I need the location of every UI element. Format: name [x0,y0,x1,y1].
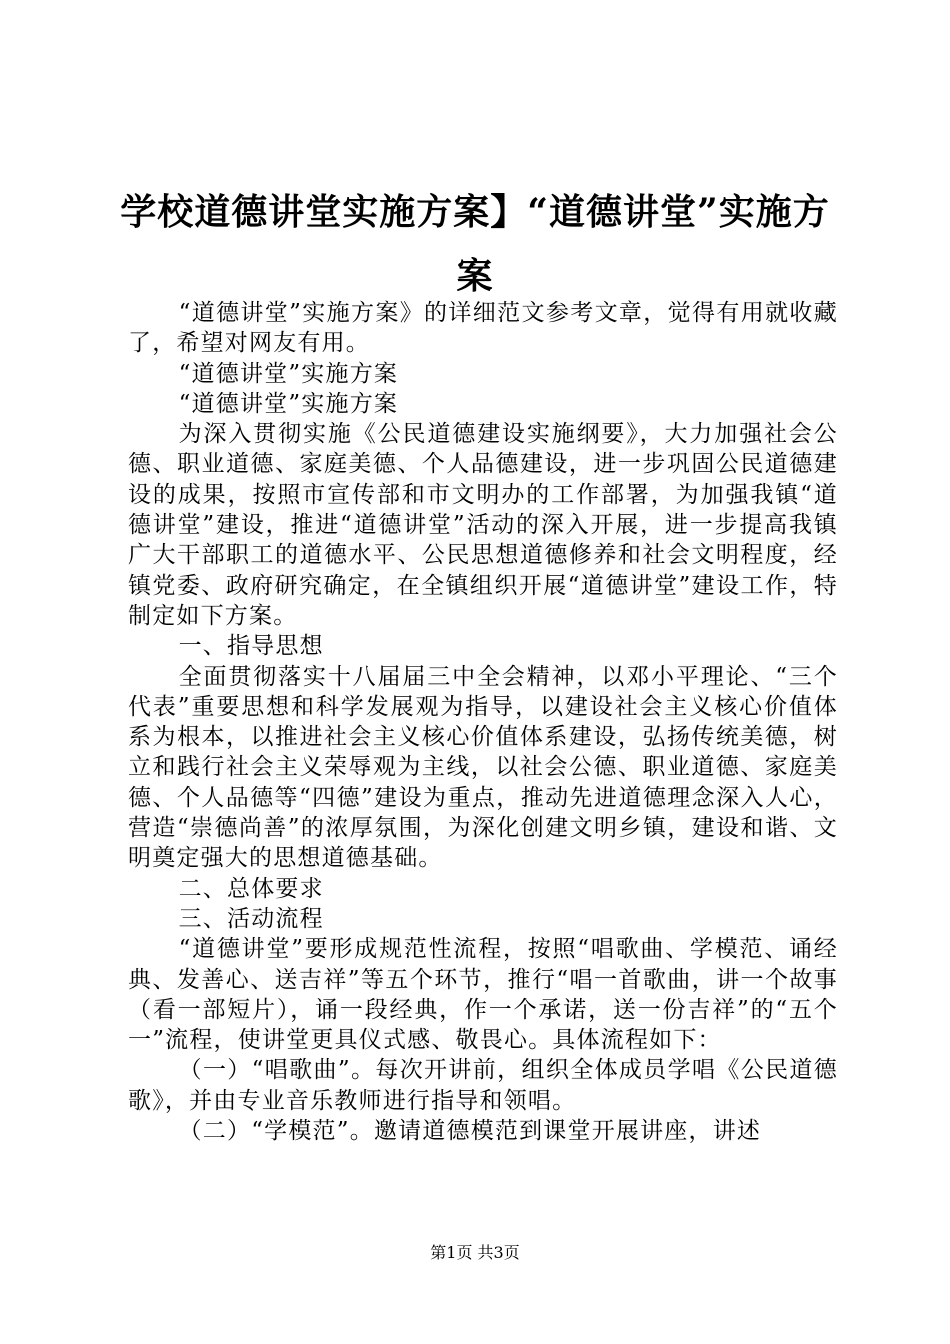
paragraph-activity-process: “道德讲堂”要形成规范性流程，按照“唱歌曲、学模范、诵经典、发善心、送吉祥”等五个环节，推行“唱一首歌曲，讲一个故事（看一部短片），诵一段经典，作一个承诺，送一份吉祥”的“五个一”流程，使讲堂更具仪式感、敬畏心。具体流程如下： [128,936,838,1054]
paragraph-step-sing: （一）“唱歌曲”。每次开讲前，组织全体成员学唱《公民道德歌》，并由专业音乐教师进行指导和领唱。 [128,1057,838,1114]
paragraph-heading-1: “道德讲堂”实施方案 [178,360,399,387]
paragraph-step-learn: （二）“学模范”。邀请道德模范到课堂开展讲座，讲述 [178,1118,762,1145]
section-heading-guiding-thought: 一、指导思想 [178,633,324,660]
paragraph-guiding-thought: 全面贯彻落实十八届届三中全会精神，以邓小平理论、“三个代表”重要思想和科学发展观为指导，以建设社会主义核心价值体系为根本，以推进社会主义核心价值体系建设，弘扬传统美德，树立和践行社会主义荣辱观为主线，以社会公德、职业道德、家庭美德、个人品德等“四德”建设为重点，推动先进道德理念深入人心，营造“崇德尚善”的浓厚氛围，为深化创建文明乡镇，建设和谐、文明奠定强大的思想道德基础。 [128,663,838,872]
paragraph-purpose: 为深入贯彻实施《公民道德建设实施纲要》，大力加强社会公德、职业道德、家庭美德、个人品德建设，进一步巩固公民道德建设的成果，按照市宣传部和市文明办的工作部署，为加强我镇“道德讲堂”建设，推进“道德讲堂”活动的深入开展，进一步提高我镇广大干部职工的道德水平、公民思想道德修养和社会文明程度，经镇党委、政府研究确定，在全镇组织开展“道德讲堂”建设工作，特制定如下方案。 [128,421,838,629]
section-heading-general-requirements: 二、总体要求 [178,875,324,902]
paragraph-heading-2: “道德讲堂”实施方案 [178,390,399,417]
document-body [128,298,838,1146]
section-heading-activity-process: 三、活动流程 [178,905,324,932]
document-title: 学校道德讲堂实施方案】“道德讲堂”实施方案 [120,191,830,297]
paragraph-intro: “道德讲堂”实施方案》的详细范文参考文章，觉得有用就收藏了，希望对网友有用。 [128,300,838,357]
page-number-footer: 第1页 共3页 [430,1243,520,1262]
